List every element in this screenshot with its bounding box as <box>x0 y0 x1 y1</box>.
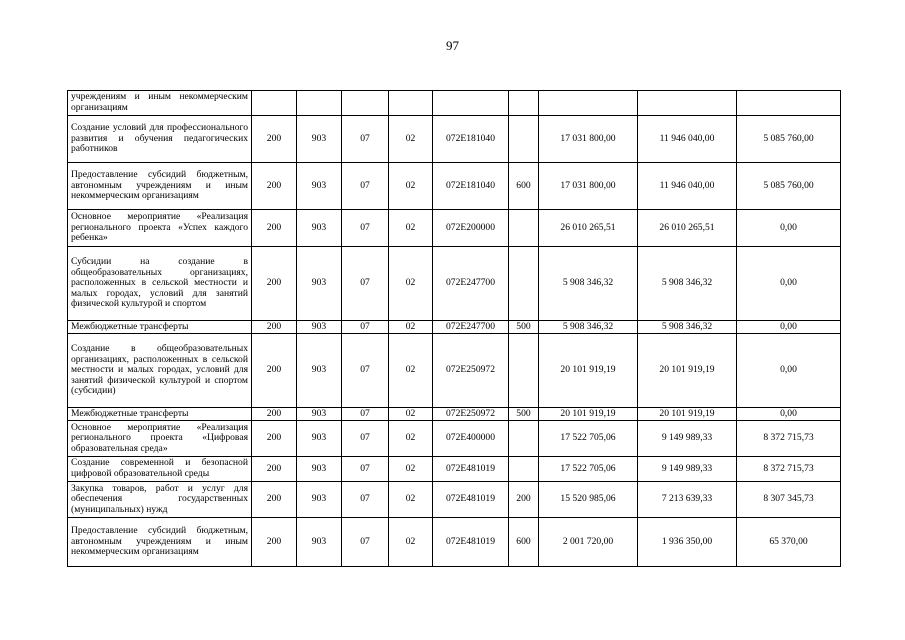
table-row <box>68 321 841 334</box>
code-cell <box>509 116 539 163</box>
amount-cell: 20 101 919,19 <box>539 408 638 421</box>
code-cell: 600 <box>509 163 539 210</box>
code-cell: 07 <box>342 457 389 482</box>
code-cell: 02 <box>389 116 433 163</box>
amount-cell: 15 520 985,06 <box>539 482 638 518</box>
amount-cell: 20 101 919,19 <box>638 408 737 421</box>
table-row <box>68 210 841 247</box>
code-cell <box>297 91 342 116</box>
code-cell: 903 <box>297 321 342 334</box>
amount-cell: 5 908 346,32 <box>638 247 737 321</box>
code-cell: 903 <box>297 482 342 518</box>
code-cell <box>509 421 539 457</box>
code-cell: 072E181040 <box>433 163 509 210</box>
table-row <box>68 334 841 408</box>
amount-cell: 17 522 705,06 <box>539 421 638 457</box>
code-cell: 07 <box>342 247 389 321</box>
code-cell: 903 <box>297 518 342 567</box>
row-name-cell: Субсидии на создание в общеобразовательных организациях, расположенных в сельской местности и малых городах, условий для занятий физической культурой и спортом <box>68 247 252 321</box>
code-cell: 072E481019 <box>433 518 509 567</box>
code-cell <box>509 210 539 247</box>
row-name-cell: Предоставление субсидий бюджетным, автономным учреждениям и иным некоммерческим организациям <box>68 518 252 567</box>
code-cell: 200 <box>252 116 297 163</box>
amount-cell: 5 908 346,32 <box>638 321 737 334</box>
code-cell: 200 <box>252 247 297 321</box>
code-cell: 07 <box>342 518 389 567</box>
code-cell: 02 <box>389 457 433 482</box>
table-row <box>68 518 841 567</box>
code-cell: 072E481019 <box>433 482 509 518</box>
amount-cell: 5 908 346,32 <box>539 247 638 321</box>
code-cell: 02 <box>389 210 433 247</box>
code-cell: 500 <box>509 321 539 334</box>
row-name-cell: Создание в общеобразовательных организациях, расположенных в сельской местности и малых городах, условий для занятий физической культурой и спортом (субсидии) <box>68 334 252 408</box>
code-cell: 903 <box>297 334 342 408</box>
code-cell: 200 <box>252 482 297 518</box>
code-cell: 200 <box>252 518 297 567</box>
code-cell: 02 <box>389 334 433 408</box>
code-cell <box>342 91 389 116</box>
amount-cell: 26 010 265,51 <box>638 210 737 247</box>
code-cell: 02 <box>389 408 433 421</box>
code-cell: 903 <box>297 163 342 210</box>
code-cell: 072E181040 <box>433 116 509 163</box>
amount-cell: 5 908 346,32 <box>539 321 638 334</box>
amount-cell: 5 085 760,00 <box>737 116 841 163</box>
row-name-cell: Предоставление субсидий бюджетным, автономным учреждениям и иным некоммерческим организациям <box>68 163 252 210</box>
code-cell: 903 <box>297 210 342 247</box>
code-cell: 200 <box>252 321 297 334</box>
code-cell: 903 <box>297 247 342 321</box>
code-cell: 072E200000 <box>433 210 509 247</box>
amount-cell: 5 085 760,00 <box>737 163 841 210</box>
code-cell: 072E250972 <box>433 408 509 421</box>
code-cell: 903 <box>297 116 342 163</box>
amount-cell: 65 370,00 <box>737 518 841 567</box>
table-row <box>68 91 841 116</box>
table-row <box>68 247 841 321</box>
amount-cell: 26 010 265,51 <box>539 210 638 247</box>
code-cell: 600 <box>509 518 539 567</box>
amount-cell: 8 372 715,73 <box>737 421 841 457</box>
code-cell: 072E481019 <box>433 457 509 482</box>
amount-cell: 8 372 715,73 <box>737 457 841 482</box>
table-row <box>68 408 841 421</box>
code-cell: 07 <box>342 210 389 247</box>
code-cell: 903 <box>297 421 342 457</box>
amount-cell: 0,00 <box>737 210 841 247</box>
amount-cell: 1 936 350,00 <box>638 518 737 567</box>
code-cell <box>252 91 297 116</box>
code-cell: 500 <box>509 408 539 421</box>
code-cell <box>509 91 539 116</box>
code-cell <box>509 247 539 321</box>
table-row <box>68 116 841 163</box>
code-cell <box>509 334 539 408</box>
code-cell: 200 <box>509 482 539 518</box>
amount-cell: 8 307 345,73 <box>737 482 841 518</box>
code-cell: 07 <box>342 163 389 210</box>
code-cell: 200 <box>252 457 297 482</box>
amount-cell: 0,00 <box>737 334 841 408</box>
row-name-cell: Создание условий для профессионального развития и обучения педагогических работников <box>68 116 252 163</box>
code-cell: 02 <box>389 518 433 567</box>
code-cell: 072E247700 <box>433 321 509 334</box>
amount-cell <box>737 91 841 116</box>
code-cell: 07 <box>342 421 389 457</box>
row-name-cell: Создание современной и безопасной цифровой образовательной среды <box>68 457 252 482</box>
code-cell: 02 <box>389 247 433 321</box>
page-number: 97 <box>446 38 459 53</box>
table-row <box>68 482 841 518</box>
code-cell: 072E250972 <box>433 334 509 408</box>
amount-cell: 17 031 800,00 <box>539 163 638 210</box>
code-cell: 200 <box>252 210 297 247</box>
amount-cell <box>638 91 737 116</box>
table-row <box>68 457 841 482</box>
code-cell: 072E247700 <box>433 247 509 321</box>
code-cell: 200 <box>252 163 297 210</box>
code-cell: 200 <box>252 421 297 457</box>
amount-cell: 17 031 800,00 <box>539 116 638 163</box>
amount-cell: 9 149 989,33 <box>638 421 737 457</box>
code-cell: 07 <box>342 482 389 518</box>
row-name-cell: учреждениям и иным некоммерческим организациям <box>68 91 252 116</box>
amount-cell: 2 001 720,00 <box>539 518 638 567</box>
row-name-cell: Межбюджетные трансферты <box>68 408 252 421</box>
code-cell: 07 <box>342 321 389 334</box>
budget-table <box>67 90 841 567</box>
code-cell: 07 <box>342 116 389 163</box>
code-cell: 07 <box>342 334 389 408</box>
code-cell: 072E400000 <box>433 421 509 457</box>
amount-cell: 20 101 919,19 <box>539 334 638 408</box>
amount-cell: 11 946 040,00 <box>638 163 737 210</box>
code-cell: 200 <box>252 408 297 421</box>
code-cell: 903 <box>297 408 342 421</box>
amount-cell: 9 149 989,33 <box>638 457 737 482</box>
code-cell <box>389 91 433 116</box>
row-name-cell: Закупка товаров, работ и услуг для обеспечения государственных (муниципальных) нужд <box>68 482 252 518</box>
code-cell <box>433 91 509 116</box>
code-cell: 02 <box>389 321 433 334</box>
amount-cell: 17 522 705,06 <box>539 457 638 482</box>
code-cell: 02 <box>389 163 433 210</box>
amount-cell: 20 101 919,19 <box>638 334 737 408</box>
row-name-cell: Основное мероприятие «Реализация регионального проекта «Цифровая образовательная среда» <box>68 421 252 457</box>
amount-cell: 0,00 <box>737 408 841 421</box>
code-cell <box>509 457 539 482</box>
table-row <box>68 421 841 457</box>
table-row <box>68 163 841 210</box>
code-cell: 200 <box>252 334 297 408</box>
amount-cell: 7 213 639,33 <box>638 482 737 518</box>
amount-cell: 0,00 <box>737 247 841 321</box>
row-name-cell: Основное мероприятие «Реализация регионального проекта «Успех каждого ребенка» <box>68 210 252 247</box>
amount-cell <box>539 91 638 116</box>
row-name-cell: Межбюджетные трансферты <box>68 321 252 334</box>
amount-cell: 0,00 <box>737 321 841 334</box>
amount-cell: 11 946 040,00 <box>638 116 737 163</box>
code-cell: 02 <box>389 482 433 518</box>
code-cell: 07 <box>342 408 389 421</box>
code-cell: 903 <box>297 457 342 482</box>
code-cell: 02 <box>389 421 433 457</box>
